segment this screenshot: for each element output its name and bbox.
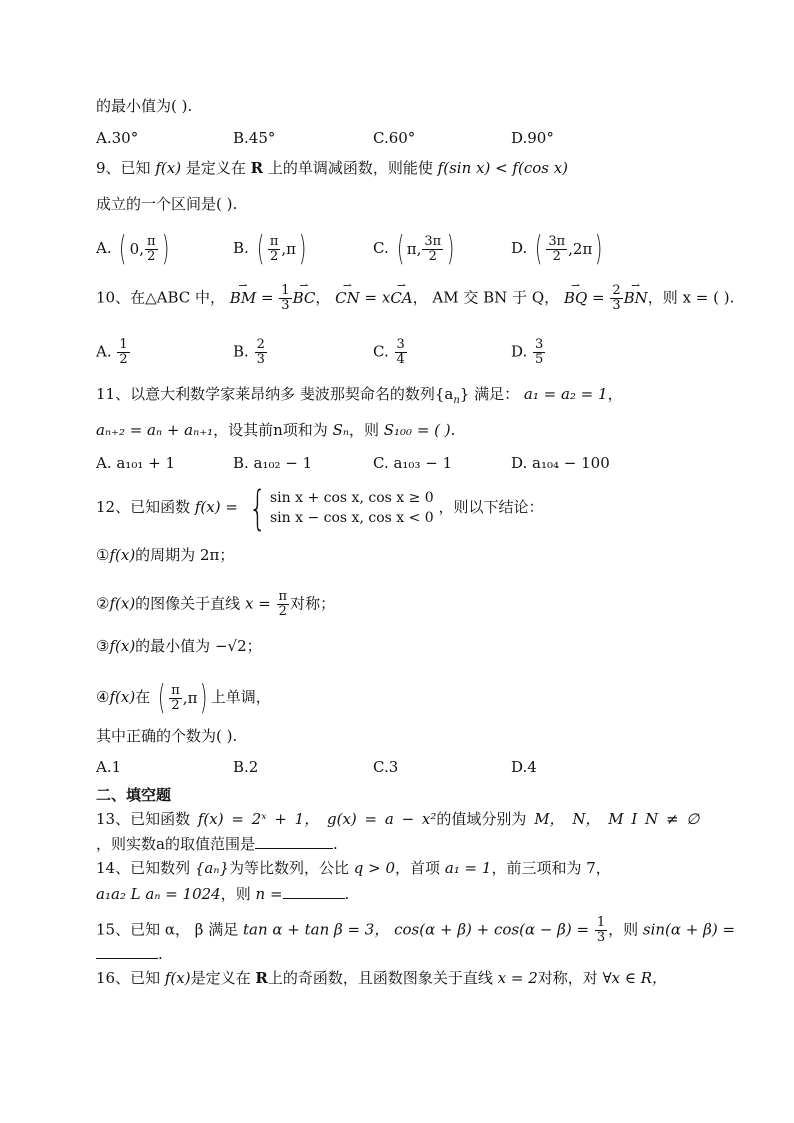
q11-option-b[interactable]: B. a₁₀₂ − 1 xyxy=(233,454,313,472)
q8-tail-text: 的最小值为( ). xyxy=(96,97,193,115)
q16-R: R xyxy=(255,969,268,987)
q9-option-c-label: C. xyxy=(373,239,389,257)
q14-stem xyxy=(96,858,611,878)
q9-text-b: 是定义在 xyxy=(185,159,246,177)
q12-piecewise: { sin x + cos x, cos x ≥ 0 sin x − cos x, cos x < 0 xyxy=(248,481,434,535)
vec-bn: ⇀ BN xyxy=(624,288,648,308)
q12-claim-4: ④f(x)在 ( $\frac{\pi}{2}$ , π ) 上单调， xyxy=(96,678,271,718)
vec-ca: ⇀ CA xyxy=(390,288,412,308)
q10-option-b[interactable] xyxy=(233,338,268,367)
q10-frac1-den: 3 xyxy=(281,298,290,313)
q9-a-lower: 0 xyxy=(129,240,140,258)
section-fill-in-title: 二、填空题 xyxy=(96,786,172,804)
q15-period: . xyxy=(158,945,163,963)
q12-fx: f(x) = xyxy=(194,498,238,516)
q10-b-num: 2 xyxy=(256,337,265,352)
q9-a-num: π xyxy=(146,233,156,249)
q15-sin: sin(α + β) = xyxy=(642,920,736,939)
q16-fx: f(x) xyxy=(164,969,191,987)
q9-fx: f(x) xyxy=(155,159,182,177)
c2-text-a: 的图像关于直线 xyxy=(135,594,241,613)
q16-text-d: 对称，对 xyxy=(537,969,598,987)
q9-a-den: 2 xyxy=(147,248,156,264)
vec-bc: ⇀ BC xyxy=(293,288,316,308)
q10-option-d[interactable] xyxy=(511,338,546,367)
q9-stem-cont: 成立的一个区间是( ). xyxy=(96,195,238,213)
q10-text-b: AM 交 BN 于 Q， xyxy=(432,288,560,307)
c4-upper: π xyxy=(187,689,198,707)
q9-c-den: 2 xyxy=(428,248,437,264)
q10-a-den: 2 xyxy=(119,352,128,367)
q13-period: . xyxy=(332,835,338,853)
q10-text-c: ，则 x = ( ). xyxy=(647,288,735,307)
q12-case-2: sin x − cos x, cos x < 0 xyxy=(270,510,434,526)
q12-stem-end: 其中正确的个数为( ). xyxy=(96,727,238,745)
q10-frac1-num: 1 xyxy=(281,283,290,298)
q10-frac2-num: 2 xyxy=(612,283,621,298)
q10-eq3: = xyxy=(587,288,610,307)
q12-stem xyxy=(96,481,544,535)
q16-text-b: 是定义在 xyxy=(190,969,251,987)
q16-text-a: 16、已知 xyxy=(96,969,161,987)
q13-set: M I N ≠ ∅ xyxy=(608,810,700,828)
q12-text-a: 12、已知函数 xyxy=(96,498,191,516)
q10-option-a-label: A. xyxy=(96,342,112,361)
c1-text: 的周期为 2π； xyxy=(135,546,235,564)
q11-stem: 11、以意大利数学家莱昂纳多 斐波那契命名的数列$\{a_n\}$ 满足： a₁ = a₂ = 1， xyxy=(96,385,623,406)
q10-frac2-den: 3 xyxy=(612,298,621,313)
q15-num: 1 xyxy=(596,915,606,930)
q12-text-b: ，则以下结论： xyxy=(438,498,544,516)
q16-x2: x = 2 xyxy=(497,969,538,987)
q14-text-d: ，前三项和为 7， xyxy=(491,859,611,877)
c2-den: 2 xyxy=(278,604,287,619)
q11-stem-cont xyxy=(96,420,455,440)
q12-case-1: sin x + cos x, cos x ≥ 0 xyxy=(270,490,434,506)
c4-fx: f(x) xyxy=(109,688,136,706)
q9-d-comma: , xyxy=(568,240,573,258)
q13-f: f(x) = 2ˣ + 1， xyxy=(197,810,320,828)
q9-d-num: 3π xyxy=(548,233,566,249)
q11-option-c[interactable]: C. a₁₀₃ − 1 xyxy=(373,454,453,472)
q15-text-b: ，则 xyxy=(608,920,639,939)
q11-init: a₁ = a₂ = 1 xyxy=(523,385,608,403)
q13-mn: M， N， xyxy=(534,810,601,828)
q14-text-e: ，则 xyxy=(220,885,251,903)
q13-stem xyxy=(96,809,699,829)
q9-b-den: 2 xyxy=(269,248,279,264)
q9-option-b[interactable]: B. ( $\frac{\pi}{2}$ , π ) xyxy=(233,229,307,269)
q13-stem-cont xyxy=(96,834,338,854)
q14-product: a₁a₂ L aₙ = 1024 xyxy=(96,885,221,903)
q10-b-den: 3 xyxy=(256,352,265,367)
q10-a-num: 1 xyxy=(119,337,128,352)
q10-option-c[interactable] xyxy=(373,338,408,367)
c2-text-b: 对称； xyxy=(290,594,336,613)
q11-sn: Sₙ xyxy=(332,421,349,439)
q8-option-a[interactable]: A.30° xyxy=(96,129,139,147)
q9-b-upper: π xyxy=(286,240,297,258)
circle-4: ④ xyxy=(96,688,110,706)
c4-text-a: 在 xyxy=(135,688,151,706)
q14-a1: a₁ = 1 xyxy=(444,859,492,877)
q8-option-c[interactable]: C.60° xyxy=(373,129,416,147)
q10-stem: 10、在△ABC 中， ⇀ BM = $\frac{1}{3}$ ⇀ BC， ⇀ CN = x⇀ CA， AM 交 BN 于 Q， ⇀ BQ = $\frac{2}{3}$ ⇀ BN，则 x = ( ). xyxy=(96,284,734,313)
q11-text-c: ，设其前n项和为 xyxy=(213,421,328,439)
q15-tan: tan α + tan β = 3， xyxy=(242,920,390,939)
c1-fx: f(x) xyxy=(109,546,136,564)
q15-stem xyxy=(96,916,735,945)
q9-option-b-label: B. xyxy=(233,239,249,257)
c2-num: π xyxy=(278,589,288,604)
circle-1: ① xyxy=(96,546,110,564)
q13-g: g(x) = a − x² xyxy=(327,810,437,828)
q15-answer-blank[interactable] xyxy=(96,944,158,959)
q11-text-a: 11、以意大利数学家莱昂纳多 斐波那契命名的数列{a xyxy=(96,385,454,403)
q12-claim-2 xyxy=(96,590,335,619)
q10-option-d-label: D. xyxy=(511,342,528,361)
q9-d-upper: 2π xyxy=(572,240,593,258)
q11-text-b: } 满足： xyxy=(459,385,520,403)
q9-b-num: π xyxy=(269,233,279,249)
q8-option-d[interactable]: D.90° xyxy=(511,129,554,147)
q13-answer-blank[interactable] xyxy=(255,834,333,849)
q14-q: q > 0 xyxy=(353,859,396,877)
q16-stem xyxy=(96,968,667,988)
q9-option-a[interactable]: A. ( 0 , $\frac{\pi}{2}$ ) xyxy=(96,229,169,269)
q12-option-b[interactable]: B.2 xyxy=(233,758,259,776)
q15-text-a: 15、已知 α， β 满足 xyxy=(96,920,239,939)
vec-bq: ⇀ BQ xyxy=(564,288,587,308)
q9-R: R xyxy=(250,159,264,177)
c3-fx: f(x) xyxy=(109,637,136,655)
q9-stem xyxy=(96,158,568,178)
c4-num: π xyxy=(171,682,180,698)
q12-option-d[interactable]: D.4 xyxy=(511,758,537,776)
c4-text-b: 上单调， xyxy=(210,688,271,706)
c2-fx: f(x) xyxy=(109,594,136,613)
q10-option-b-label: B. xyxy=(233,342,249,361)
q15-cos: cos(α + β) + cos(α − β) = xyxy=(394,920,590,939)
q13-text-b: 的值域分别为 xyxy=(436,810,527,828)
q8-option-b[interactable]: B.45° xyxy=(233,129,276,147)
q9-c-comma: , xyxy=(416,240,422,258)
q9-c-num: 3π xyxy=(424,233,442,249)
q14-text-a: 14、已知数列 xyxy=(96,859,191,877)
q10-c-num: 3 xyxy=(396,337,405,352)
q10-text-a: 10、在△ABC 中， xyxy=(96,288,226,307)
q12-option-a[interactable]: A.1 xyxy=(96,758,122,776)
q14-text-c: ，首项 xyxy=(395,859,441,877)
q9-option-d[interactable]: D. ( $\frac{3\pi}{2}$ , 2π ) xyxy=(511,229,603,269)
c3-text: 的最小值为 −√2； xyxy=(135,637,262,655)
q10-option-c-label: C. xyxy=(373,342,389,361)
c4-den: 2 xyxy=(171,697,180,713)
q11-s100: S₁₀₀ = ( ). xyxy=(383,421,456,439)
q10-c-den: 4 xyxy=(396,352,405,367)
q12-claim-3 xyxy=(96,636,262,656)
q11-recurrence: aₙ₊₂ = aₙ + aₙ₊₁ xyxy=(96,421,214,439)
vec-cn: ⇀ CN xyxy=(335,288,360,308)
q9-option-a-label: A. xyxy=(96,239,112,257)
q9-b-comma: , xyxy=(281,240,287,258)
q13-text-a: 13、已知函数 xyxy=(96,810,191,828)
q10-option-a[interactable] xyxy=(96,338,131,367)
q9-d-den: 2 xyxy=(552,248,561,264)
q16-text-c: 上的奇函数，且函数图象关于直线 xyxy=(267,969,493,987)
q9-option-c[interactable]: C. ( π , $\frac{3\pi}{2}$ ) xyxy=(373,229,455,269)
q9-a-comma: , xyxy=(139,240,144,258)
q9-option-d-label: D. xyxy=(511,239,528,257)
q15-den: 3 xyxy=(596,930,606,945)
q15-stem-cont xyxy=(96,944,163,964)
q14-n: n = xyxy=(255,885,283,903)
q11-option-d[interactable]: D. a₁₀₄ − 100 xyxy=(511,454,610,472)
circle-3: ③ xyxy=(96,637,110,655)
q10-d-num: 3 xyxy=(535,337,544,352)
q10-eq1: = xyxy=(256,288,279,307)
vec-bm: ⇀ BM xyxy=(230,288,256,308)
q14-period: . xyxy=(344,885,350,903)
q10-d-den: 5 xyxy=(535,352,544,367)
circle-2: ② xyxy=(96,594,110,613)
q9-inequality: f(sin x) < f(cos x) xyxy=(437,159,569,177)
q10-eq2: = x xyxy=(359,288,391,307)
q16-forall: ∀x ∈ R， xyxy=(602,969,668,987)
q11-text-d: ，则 xyxy=(348,421,379,439)
q9-text-a: 9、已知 xyxy=(96,159,151,177)
q9-c-lower: π xyxy=(406,240,417,258)
q14-text-b: 为等比数列，公比 xyxy=(228,859,349,877)
q14-answer-blank[interactable] xyxy=(283,884,345,899)
q13-text-cont: ，则实数a的取值范围是 xyxy=(96,835,255,853)
c2-xeq: x = xyxy=(244,594,271,613)
q14-stem-cont xyxy=(96,884,349,904)
q9-text-c: 上的单调减函数，则能使 xyxy=(267,159,433,177)
q14-an: {aₙ} xyxy=(194,859,229,877)
q11-option-a[interactable]: A. a₁₀₁ + 1 xyxy=(96,454,175,472)
q8-tail xyxy=(96,96,192,116)
q12-claim-1 xyxy=(96,545,234,565)
q12-option-c[interactable]: C.3 xyxy=(373,758,399,776)
c4-comma: , xyxy=(182,689,188,707)
